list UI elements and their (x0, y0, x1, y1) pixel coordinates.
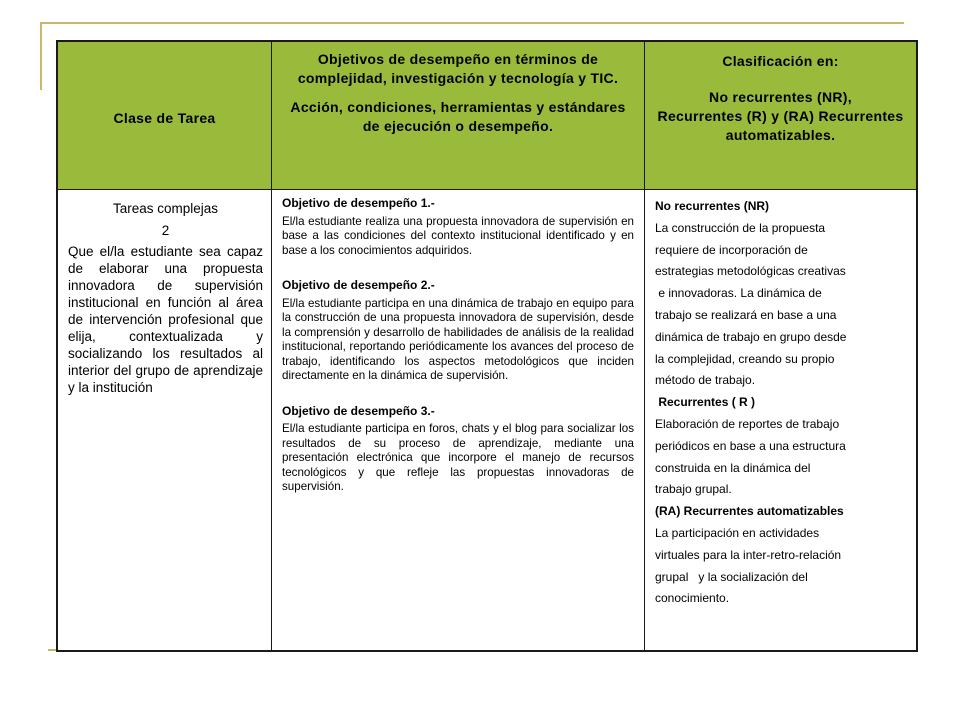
header-classification-nr: No recurrentes (NR), (709, 89, 852, 105)
header-objectives (272, 42, 645, 190)
objective-1-text: El/la estudiante realiza una propuesta innovadora de supervisión en base a las condiciones del contexto institucional identificado y en base a los conocimientos adquiridos. (282, 214, 634, 257)
nr-line: método de trabajo. (655, 373, 756, 388)
nr-line: dinámica de trabajo en grupo desde (655, 329, 847, 344)
header-classification-title: Clasificación en: (722, 53, 839, 69)
ra-line: virtuales para la inter-retro-relación (655, 547, 842, 562)
r-line: periódicos en base a una estructura (655, 438, 846, 453)
ra-line: grupal y la socialización del (655, 569, 808, 584)
nr-line: trabajo se realizará en base a una (655, 307, 837, 322)
header-objectives-line2: Acción, condiciones, herramientas y estándares de ejecución o desempeño. (290, 99, 626, 134)
header-classification (645, 42, 916, 190)
r-line: Elaboración de reportes de trabajo (655, 416, 840, 431)
nr-line: La construcción de la propuesta (655, 220, 826, 235)
nr-line: e innovadoras. La dinámica de (655, 286, 822, 301)
nr-title: No recurrentes (NR) (655, 199, 770, 213)
classification-cell (645, 190, 916, 650)
objectives-cell (272, 190, 645, 650)
nr-line: estrategias metodológicas creativas (655, 264, 846, 279)
r-line: construida en la dinámica del (655, 460, 811, 475)
header-classification-r: Recurrentes (R) y (RA) Recurrentes automatizables. (657, 108, 904, 143)
r-title: Recurrentes ( R ) (655, 395, 756, 410)
objective-1 (282, 196, 634, 258)
header-task-class (58, 42, 272, 190)
task-title: Tareas complejas (112, 201, 219, 216)
objective-3-title: Objetivo de desempeño 3.- (282, 403, 435, 418)
objective-3-text: El/la estudiante participa en foros, chats y el blog para socializar los resultados de su proceso de aprendizaje, mediante una presentación electrónica que incorpore el manejo de recursos tecnológicos y que refleje las propuestas innovadoras de supervisión. (282, 422, 634, 493)
objective-2-title: Objetivo de desempeño 2.- (282, 278, 435, 292)
decorative-left-line (40, 22, 42, 90)
objective-3 (282, 404, 634, 495)
task-objectives-table (56, 40, 918, 652)
nr-line: la complejidad, creando su propio (655, 351, 835, 366)
decorative-top-line (42, 22, 904, 24)
ra-line: La participación en actividades (655, 525, 820, 540)
ra-line: conocimiento. (655, 591, 730, 606)
nr-line: requiere de incorporación de (655, 242, 808, 257)
task-description: Que el/la estudiante sea capaz de elaborar una propuesta innovadora de supervisión institucional en función al área de intervención profesional que elija, contextualizada y socializando los resultados al interior del grupo de aprendizaje y la institución (68, 244, 263, 395)
objective-1-title: Objetivo de desempeño 1.- (282, 196, 435, 210)
task-cell (58, 190, 272, 650)
header-objectives-line1: Objetivos de desempeño en términos de complejidad, investigación y tecnología y TIC. (297, 51, 619, 86)
r-line: trabajo grupal. (655, 482, 732, 497)
ra-title: (RA) Recurrentes automatizables (655, 504, 844, 519)
objective-2 (282, 278, 634, 384)
task-number: 2 (161, 223, 170, 238)
objective-2-text: El/la estudiante participa en una dinámica de trabajo en equipo para la construcción de una propuesta innovadora de supervisión, desde la comprensión y desarrollo de habilidades de análisis de la realidad institucional, reportando periódicamente los avances del proceso de trabajo, identificando los aspectos metodológicos que inciden directamente en la dinámica de supervisión. (282, 296, 634, 382)
header-task-class-label: Clase de Tarea (113, 110, 216, 126)
